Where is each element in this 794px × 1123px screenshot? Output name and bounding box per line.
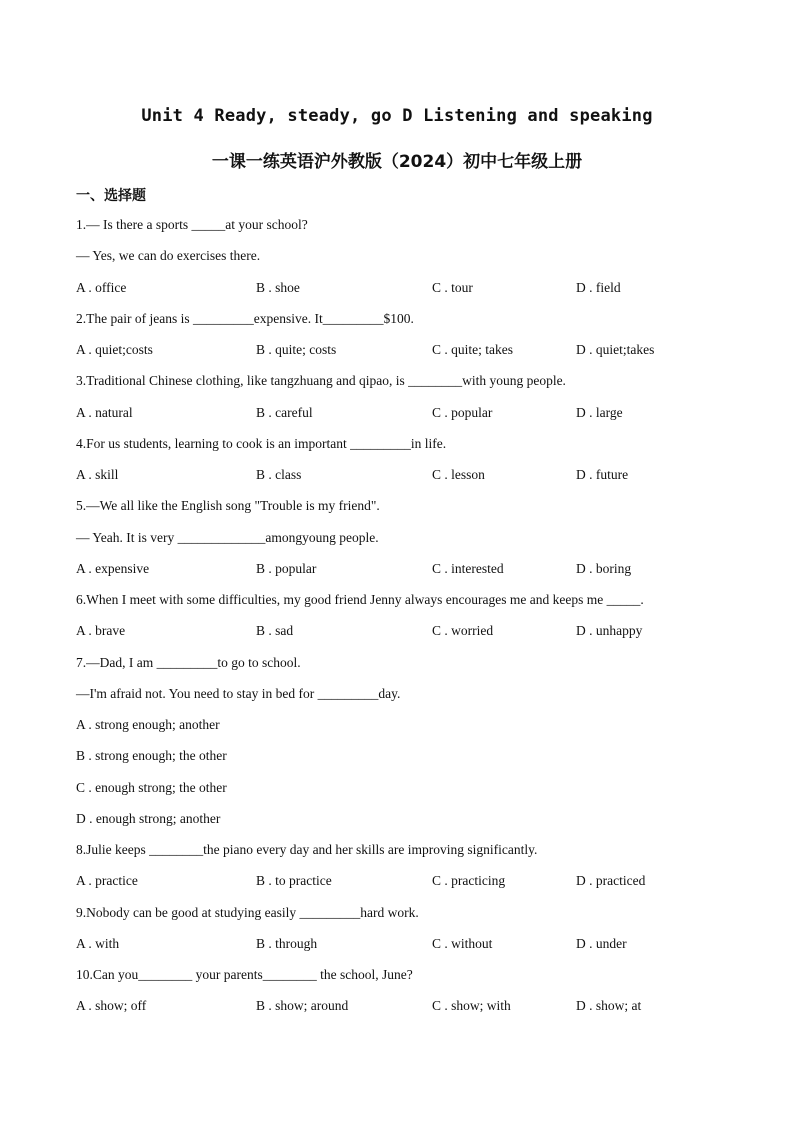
question-stem: 10.Can you________ your parents________ the school, June? bbox=[76, 967, 413, 982]
answer-option[interactable]: C . interested bbox=[432, 560, 504, 576]
answer-option[interactable]: A . natural bbox=[76, 404, 133, 420]
answer-option[interactable]: D . practiced bbox=[576, 873, 646, 889]
question-line: B . strong enough; the other bbox=[76, 748, 227, 764]
answer-option[interactable]: B . show; around bbox=[256, 998, 349, 1014]
answer-option[interactable]: B . careful bbox=[256, 404, 313, 420]
page-title: Unit 4 Ready, steady, go D Listening and speaking bbox=[141, 106, 653, 126]
answer-option[interactable]: B . to practice bbox=[256, 873, 332, 889]
question-line: D . enough strong; another bbox=[76, 810, 221, 826]
answer-option[interactable]: D . quiet;takes bbox=[576, 342, 655, 357]
answer-option[interactable]: A . quiet;costs bbox=[76, 342, 153, 357]
answer-option[interactable]: C . practicing bbox=[432, 873, 506, 889]
answer-option[interactable]: C . without bbox=[432, 935, 493, 951]
answer-option[interactable]: C . tour bbox=[432, 279, 473, 295]
answer-option[interactable]: B . shoe bbox=[256, 279, 300, 295]
question-stem: 1.— Is there a sports _____at your school? bbox=[76, 217, 308, 232]
answer-option[interactable]: C . show; with bbox=[432, 998, 511, 1014]
question-line: A . strong enough; another bbox=[76, 717, 220, 732]
answer-option[interactable]: D . future bbox=[576, 467, 629, 482]
question-stem: 6.When I meet with some difficulties, my good friend Jenny always encourages me and keeps me _____. bbox=[76, 592, 644, 607]
answer-option[interactable]: A . skill bbox=[76, 467, 119, 482]
answer-option[interactable]: D . boring bbox=[576, 560, 632, 576]
question-stem: 2.The pair of jeans is _________expensive. It_________$100. bbox=[76, 310, 414, 326]
question-stem: 3.Traditional Chinese clothing, like tangzhuang and qipao, is ________with young people. bbox=[76, 373, 566, 389]
question-stem: 8.Julie keeps ________the piano every day and her skills are improving significantly. bbox=[76, 842, 538, 857]
question-stem: 7.—Dad, I am _________to go to school. bbox=[76, 654, 301, 670]
page-subtitle: 一课一练英语沪外教版（2024）初中七年级上册 bbox=[211, 152, 583, 172]
question-stem: 5.—We all like the English song "Trouble is my friend". bbox=[76, 498, 380, 514]
answer-option[interactable]: D . show; at bbox=[576, 998, 642, 1014]
answer-option[interactable]: A . brave bbox=[76, 623, 126, 639]
answer-option[interactable]: B . quite; costs bbox=[256, 342, 337, 357]
answer-option[interactable]: C . popular bbox=[432, 404, 493, 420]
answer-option[interactable]: B . popular bbox=[256, 560, 317, 576]
answer-option[interactable]: D . field bbox=[576, 279, 621, 295]
section-heading: 一、选择题 bbox=[76, 188, 146, 204]
answer-option[interactable]: A . practice bbox=[76, 873, 138, 889]
question-line: — Yes, we can do exercises there. bbox=[76, 248, 261, 264]
answer-option[interactable]: C . lesson bbox=[432, 467, 485, 482]
answer-option[interactable]: D . unhappy bbox=[576, 623, 643, 639]
answer-option[interactable]: A . expensive bbox=[76, 560, 150, 576]
question-line: — Yeah. It is very _____________amongyoung people. bbox=[76, 529, 379, 545]
answer-option[interactable]: D . large bbox=[576, 404, 623, 420]
answer-option[interactable]: C . worried bbox=[432, 623, 494, 639]
answer-option[interactable]: B . sad bbox=[256, 623, 294, 639]
question-line: —I'm afraid not. You need to stay in bed for _________day. bbox=[76, 685, 401, 701]
answer-option[interactable]: A . office bbox=[76, 279, 127, 295]
answer-option[interactable]: C . quite; takes bbox=[432, 342, 513, 357]
question-line: C . enough strong; the other bbox=[76, 779, 227, 795]
question-stem: 4.For us students, learning to cook is an important _________in life. bbox=[76, 435, 447, 451]
answer-option[interactable]: D . under bbox=[576, 935, 627, 951]
answer-option[interactable]: A . with bbox=[76, 935, 120, 951]
answer-option[interactable]: B . class bbox=[256, 467, 302, 482]
answer-option[interactable]: B . through bbox=[256, 935, 318, 951]
question-stem: 9.Nobody can be good at studying easily _________hard work. bbox=[76, 904, 419, 920]
answer-option[interactable]: A . show; off bbox=[76, 998, 147, 1014]
